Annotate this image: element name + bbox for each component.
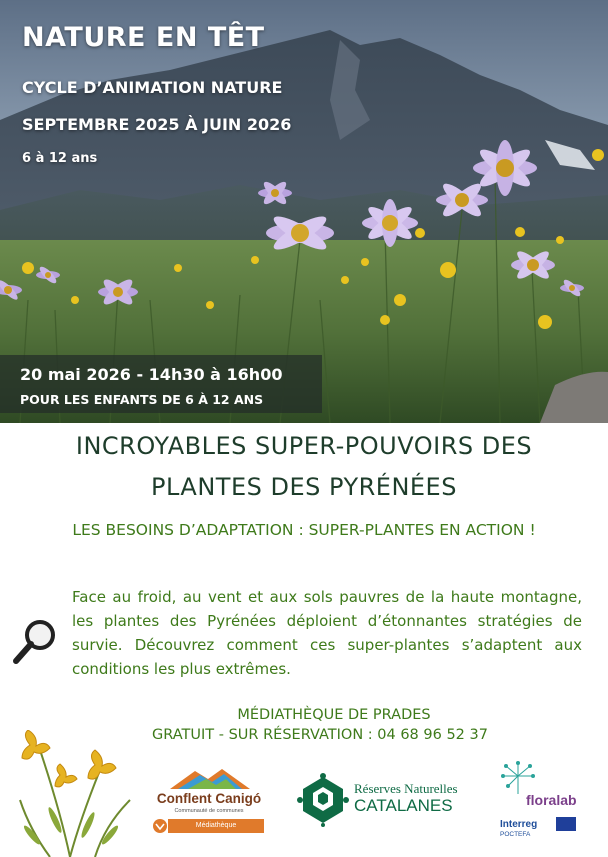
dandelion-icon [498, 760, 538, 796]
event-date: 20 mai 2026 - 14h30 à 16h00 [20, 365, 283, 384]
mountain-logo-icon [150, 765, 268, 791]
event-audience: POUR LES ENFANTS DE 6 À 12 ANS [20, 392, 264, 407]
hero-photo [0, 0, 608, 423]
event-location: MÉDIATHÈQUE DE PRADES [237, 707, 431, 723]
reserves-naturelles-logo [296, 773, 476, 827]
season-dates: SEPTEMBRE 2025 À JUIN 2026 [22, 115, 292, 134]
conflent-subtitle: Communauté de communes [174, 808, 244, 814]
event-subtitle: LES BESOINS D’ADAPTATION : SUPER-PLANTES EN ACTION ! [72, 521, 536, 539]
reserves-line-1: Réserves Naturelles [354, 781, 458, 796]
mediatheque-icon [152, 818, 168, 834]
conflent-canigo-logo [150, 765, 268, 837]
turtle-emblem-icon [296, 773, 350, 827]
interreg-name: Interreg [500, 819, 538, 830]
conflent-name: Conflent Canigó [156, 791, 262, 806]
age-range: 6 à 12 ans [22, 151, 98, 166]
event-title-line-2: PLANTES DES PYRÉNÉES [151, 473, 457, 501]
floralab-interreg-logo [498, 760, 598, 840]
magnifier-icon [10, 617, 62, 669]
event-title-line-1: INCROYABLES SUPER-POUVOIRS DES [75, 432, 533, 460]
cycle-label: CYCLE D’ANIMATION NATURE [22, 78, 283, 97]
mediatheque-tag: Médiathèque [168, 819, 264, 833]
series-title: NATURE EN TÊT [22, 22, 265, 53]
floralab-name: floralab [526, 792, 577, 808]
eu-flag-icon [556, 817, 576, 831]
event-description: Face au froid, au vent et aux sols pauvres de la haute montagne, les plantes des Pyrénées déploient d’étonnantes stratégies de survie. Découvrez comment ces super-plantes s’adaptent aux conditions les plus extrêmes. [72, 588, 582, 678]
poctefa-name: POCTEFA [500, 831, 531, 838]
reserves-line-2: CATALANES [354, 796, 453, 815]
event-pricing: GRATUIT - SUR RÉSERVATION : 04 68 96 52 37 [152, 727, 488, 743]
lily-illustration [0, 730, 150, 857]
